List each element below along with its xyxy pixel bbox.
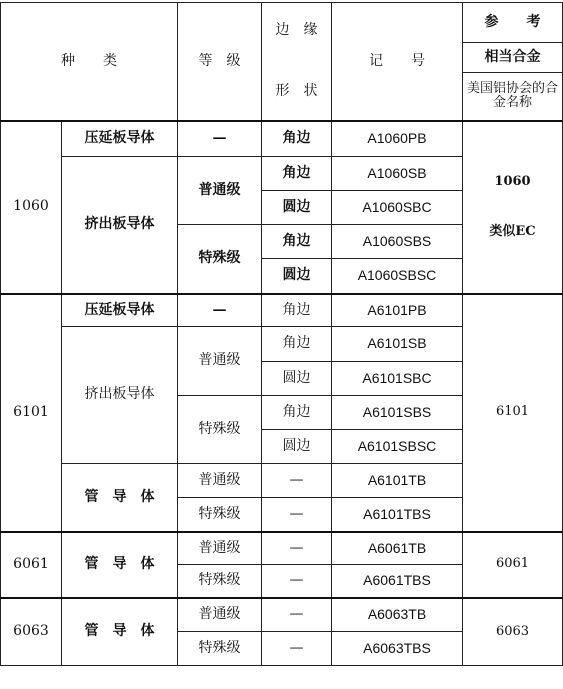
symbol-cell: A6063TB	[332, 598, 463, 632]
edge-cell: —	[262, 632, 332, 666]
alloy-spec-table	[0, 2, 563, 666]
grade-cell: 特殊级	[178, 632, 262, 666]
grade-cell: —	[178, 294, 262, 327]
header-kind: 种 类	[1, 3, 178, 121]
symbol-cell: A1060SB	[332, 157, 463, 191]
alloy-cell: 1060	[1, 121, 62, 294]
edge-cell: 角边	[262, 121, 332, 157]
symbol-cell: A6101SBS	[332, 396, 463, 430]
edge-cell: —	[262, 498, 332, 532]
header-ref-equiv: 相当合金	[463, 43, 563, 73]
symbol-cell: A6101SB	[332, 327, 463, 362]
header-edge-shape	[262, 3, 332, 121]
symbol-cell: A1060SBC	[332, 191, 463, 225]
header-grade: 等 级	[178, 3, 262, 121]
edge-cell: 角边	[262, 157, 332, 191]
header-ref-aa: 美国铝协会的合金名称	[463, 73, 563, 121]
grade-cell: 普通级	[178, 327, 262, 396]
alloy-cell: 6063	[1, 598, 62, 666]
alloy-cell: 6061	[1, 532, 62, 598]
edge-cell: 角边	[262, 294, 332, 327]
table-row	[1, 532, 563, 565]
edge-cell: 圆边	[262, 430, 332, 464]
grade-cell: —	[178, 121, 262, 157]
header-symbol: 记 号	[332, 3, 463, 121]
kind-cell: 管 导 体	[62, 532, 178, 598]
ref-cell: 6101	[463, 294, 563, 532]
ref-aa-value: 类似EC	[489, 224, 536, 239]
grade-cell: 普通级	[178, 532, 262, 565]
symbol-cell: A6101SBC	[332, 362, 463, 396]
edge-cell: 角边	[262, 327, 332, 362]
symbol-cell: A6101PB	[332, 294, 463, 327]
ref-cell: 6063	[463, 598, 563, 666]
symbol-cell: A6061TBS	[332, 565, 463, 598]
grade-cell: 普通级	[178, 598, 262, 632]
symbol-cell: A6101SBSC	[332, 430, 463, 464]
ref-equiv-value: 1060	[494, 173, 531, 189]
edge-cell: —	[262, 464, 332, 498]
grade-cell: 特殊级	[178, 498, 262, 532]
header-edge-top: 边 缘	[275, 22, 318, 39]
symbol-cell: A1060SBS	[332, 225, 463, 259]
edge-cell: —	[262, 565, 332, 598]
header-edge-bottom: 形 状	[275, 82, 318, 99]
alloy-cell: 6101	[1, 294, 62, 532]
symbol-cell: A6101TB	[332, 464, 463, 498]
grade-cell: 普通级	[178, 157, 262, 225]
grade-cell: 普通级	[178, 464, 262, 498]
edge-cell: 圆边	[262, 362, 332, 396]
symbol-cell: A6101TBS	[332, 498, 463, 532]
table-row	[1, 294, 563, 327]
header-ref: 参 考	[463, 3, 563, 43]
kind-cell: 压延板导体	[62, 121, 178, 157]
edge-cell: —	[262, 532, 332, 565]
symbol-cell: A1060SBSC	[332, 259, 463, 294]
ref-cell	[463, 121, 563, 294]
table-row	[1, 598, 563, 632]
kind-cell: 管 导 体	[62, 464, 178, 532]
ref-cell: 6061	[463, 532, 563, 598]
kind-cell: 管 导 体	[62, 598, 178, 666]
symbol-cell: A6063TBS	[332, 632, 463, 666]
grade-cell: 特殊级	[178, 565, 262, 598]
kind-cell: 压延板导体	[62, 294, 178, 327]
edge-cell: 圆边	[262, 259, 332, 294]
grade-cell: 特殊级	[178, 396, 262, 464]
kind-cell: 挤出板导体	[62, 327, 178, 464]
kind-cell: 挤出板导体	[62, 157, 178, 294]
edge-cell: 角边	[262, 396, 332, 430]
edge-cell: 角边	[262, 225, 332, 259]
edge-cell: —	[262, 598, 332, 632]
grade-cell: 特殊级	[178, 225, 262, 294]
edge-cell: 圆边	[262, 191, 332, 225]
symbol-cell: A1060PB	[332, 121, 463, 157]
table-row	[1, 121, 563, 157]
symbol-cell: A6061TB	[332, 532, 463, 565]
